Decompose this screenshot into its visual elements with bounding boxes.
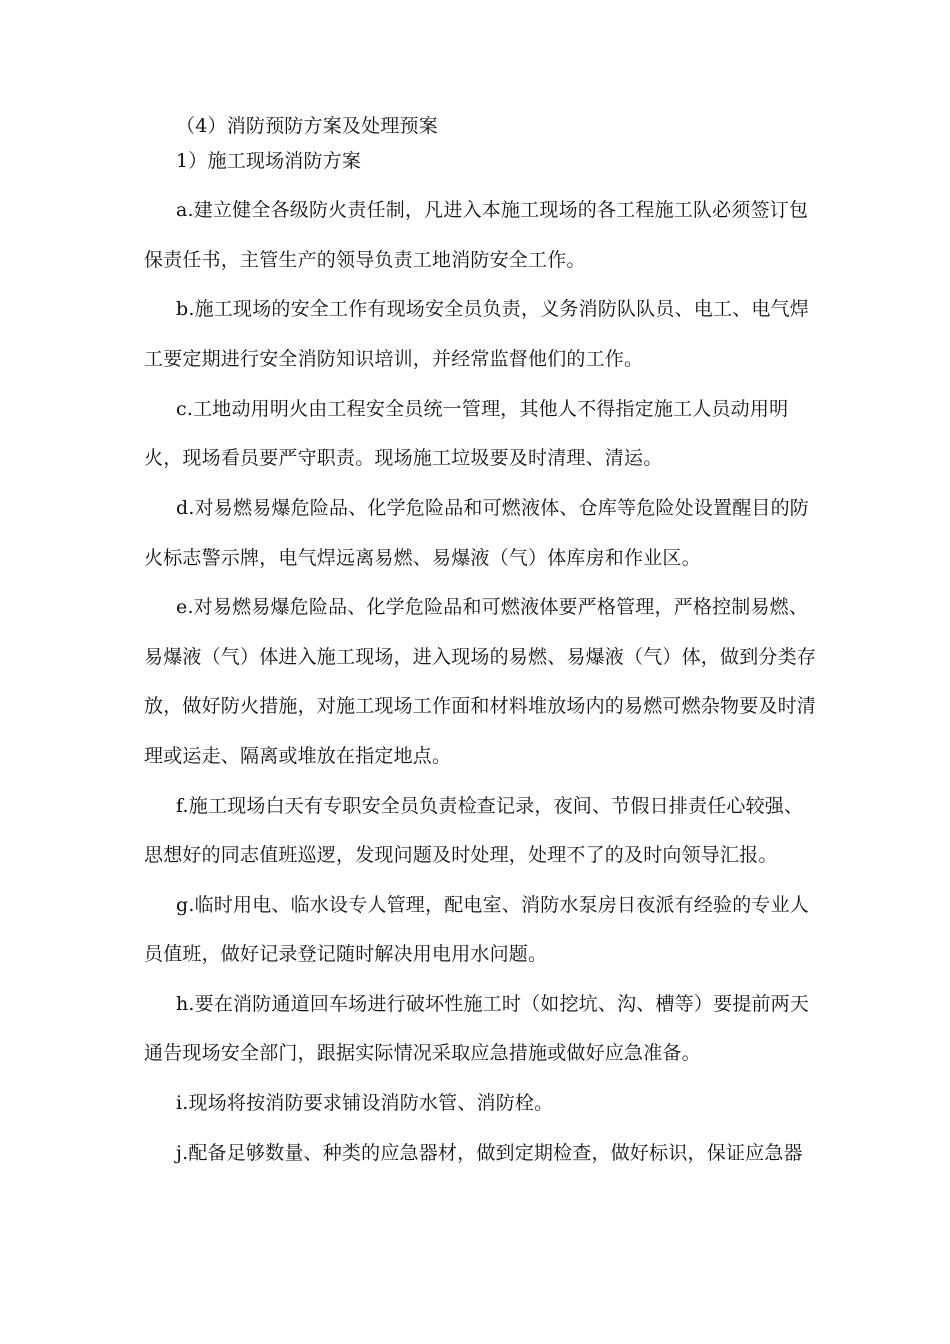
paragraph-e-line-4: 理或运走、隔离或堆放在指定地点。 — [144, 745, 452, 767]
paragraph-a-line-1: a.建立健全各级防火责任制，凡进入本施工现场的各工程施工队必须签订包 — [176, 199, 809, 221]
paragraph-e-line-2: 易爆液（气）体进入施工现场，进入现场的易燃、易爆液（气）体，做到分类存 — [144, 646, 817, 668]
paragraph-f-line-1: f.施工现场白天有专职安全员负责检查记录，夜间、节假日排责任心较强、 — [176, 795, 804, 817]
paragraph-b-line-2: 工要定期进行安全消防知识培训，并经常监督他们的工作。 — [144, 348, 644, 370]
paragraph-c-line-1: c.工地动用明火由工程安全员统一管理，其他人不得指定施工人员动用明 — [176, 398, 789, 420]
paragraph-g-line-1: g.临时用电、临水设专人管理，配电室、消防水泵房日夜派有经验的专业人 — [176, 894, 810, 916]
paragraph-d-line-2: 火标志警示牌，电气焊远离易燃、易爆液（气）体库房和作业区。 — [144, 547, 701, 569]
paragraph-b-line-1: b.施工现场的安全工作有现场安全员负责，义务消防队队员、电工、电气焊 — [176, 298, 810, 320]
paragraph-a-line-2: 保责任书，主管生产的领导负责工地消防安全工作。 — [144, 249, 586, 271]
paragraph-g-line-2: 员值班，做好记录登记随时解决用电用水问题。 — [144, 943, 548, 965]
paragraph-h-line-1: h.要在消防通道回车场进行破坏性施工时（如挖坑、沟、槽等）要提前两天 — [176, 993, 810, 1015]
paragraph-e-line-3: 放，做好防火措施，对施工现场工作面和材料堆放场内的易燃可燃杂物要及时清 — [144, 695, 817, 717]
paragraph-c-line-2: 火，现场看员要严守职责。现场施工垃圾要及时清理、清运。 — [144, 447, 663, 469]
section-heading: （4）消防预防方案及处理预案 — [176, 115, 438, 137]
paragraph-j-line-1: j.配备足够数量、种类的应急器材，做到定期检查，做好标识，保证应急器 — [176, 1142, 803, 1164]
paragraph-h-line-2: 通告现场安全部门，跟据实际情况采取应急措施或做好应急准备。 — [144, 1042, 701, 1064]
paragraph-f-line-2: 思想好的同志值班巡逻，发现问题及时处理，处理不了的及时向领导汇报。 — [144, 844, 778, 866]
paragraph-i-line-1: i.现场将按消防要求铺设消防水管、消防栓。 — [176, 1092, 554, 1114]
paragraph-e-line-1: e.对易燃易爆危险品、化学危险品和可燃液体要严格管理，严格控制易燃、 — [176, 596, 809, 618]
subsection-heading: 1）施工现场消防方案 — [176, 150, 362, 172]
paragraph-d-line-1: d.对易燃易爆危险品、化学危险品和可燃液体、仓库等危险处设置醒目的防 — [176, 497, 810, 519]
